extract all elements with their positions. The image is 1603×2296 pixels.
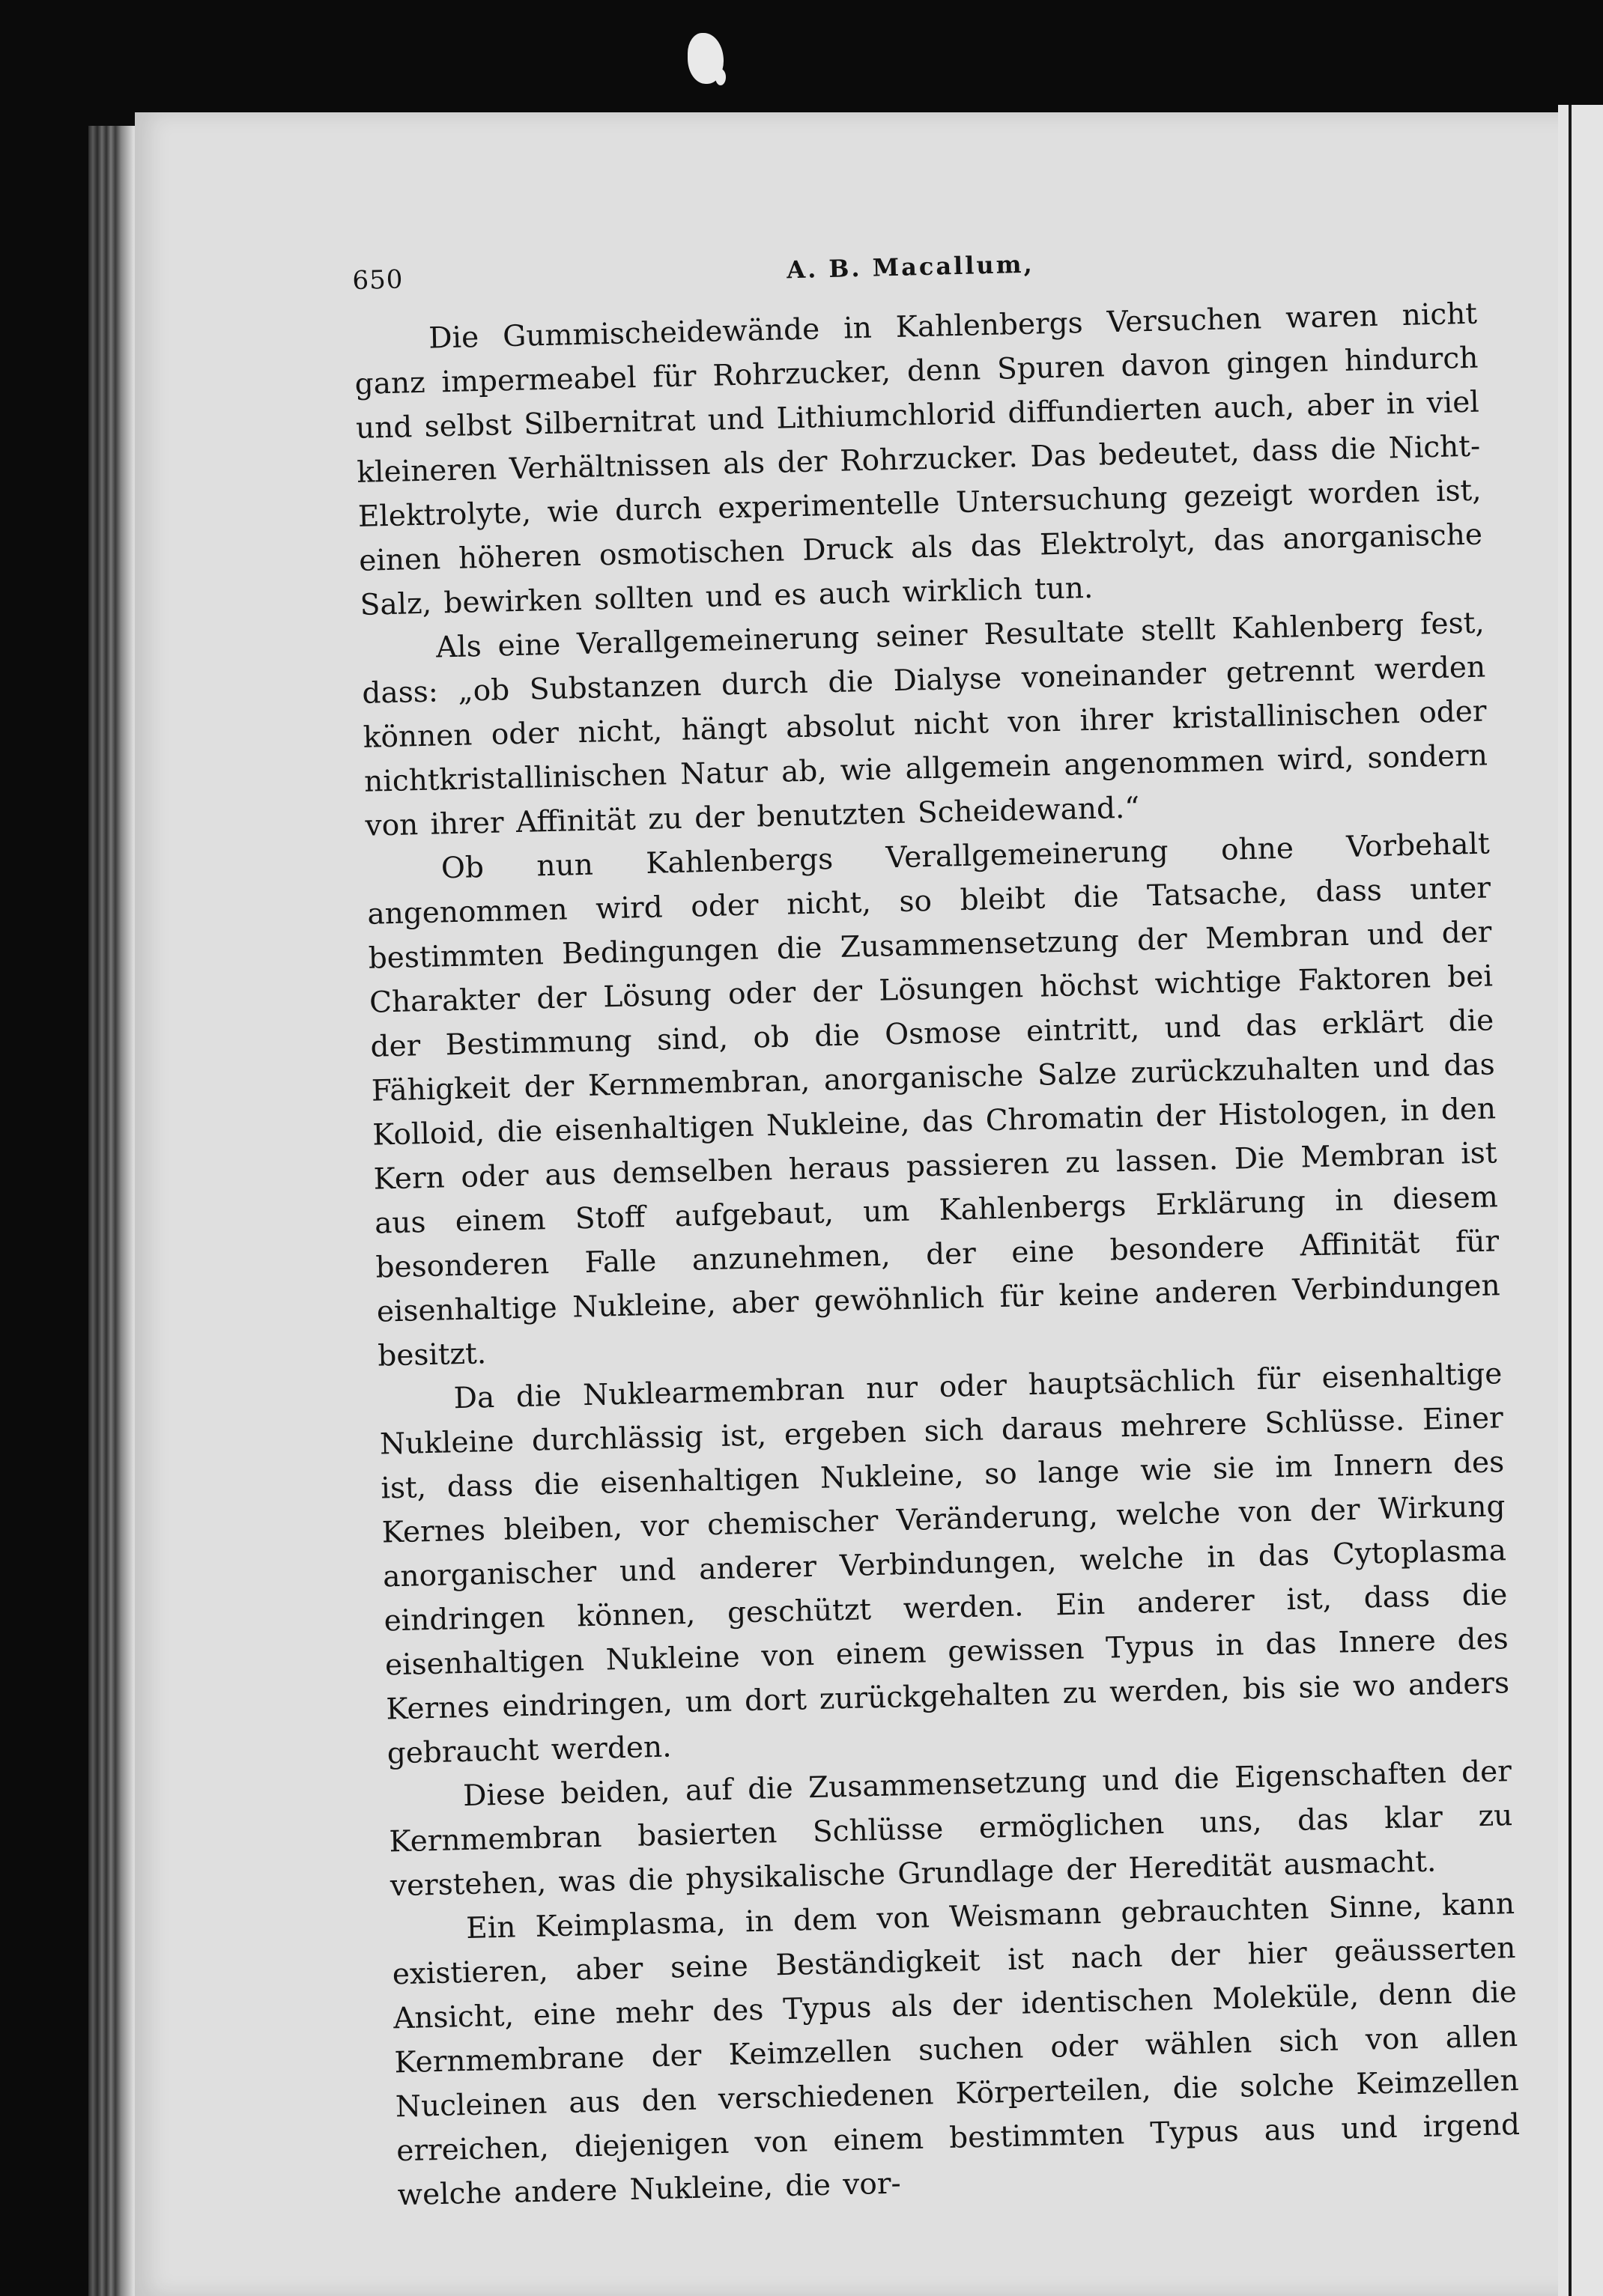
paper-tear-mark-small [715, 69, 726, 85]
paragraph-4: Da die Nuklearmembran nur oder hauptsächlich für eisenhaltige Nukleine durchlässig ist, ergeben sich daraus mehrere Schlüsse. Einer ist, dass die eisenhaltigen Nukleine, so lange wie sie im Innern des Kernes bleiben, vor chemischer Veränderung, welche von der Wirkung anorganischer und anderer Verbindungen, welche in das Cytoplasma eindringen können, geschützt werden. Ein anderer ist, dass die eisenhaltigen Nukleine von einem gewissen Typus in das Innere des Kernes eindringen, um dort zurückgehalten zu werden, bis sie wo anders gebraucht werden. [379, 1357, 1510, 1771]
page-number: 650 [352, 264, 404, 296]
paragraph-3: Ob nun Kahlenbergs Verallgemeinerung ohne Vorbehalt angenommen wird oder nicht, so bleibt die Tatsache, dass unter bestimmten Bedingungen die Zusammensetzung der Membran und der Charakter der Lösung oder der Lösungen höchst wichtige Faktoren bei der Bestimmung sind, ob die Osmose eintritt, und das erklärt die Fähigkeit der Kernmembran, anorganische Salze zurückzuhalten und das Kolloid, die eisenhaltigen Nukleine, das Chromatin der Histologen, in den Kern oder aus demselben heraus passieren zu lassen. Die Membran ist aus einem Stoff aufgebaut, um Kahlenbergs Erklärung in diesem besonderen Falle anzunehmen, der eine besondere Affinität für eisenhaltige Nukleine, aber gewöhnlich für keine anderen Verbindungen besitzt. [366, 827, 1501, 1373]
paragraph-5: Diese beiden, auf die Zusammensetzung und die Eigenschaften der Kernmembran basierten Schlüsse ermöglichen uns, das klar zu verstehen, was die physikalische Grundlage der Heredität ausmacht. [389, 1755, 1513, 1904]
paragraph-6: Ein Keimplasma, in dem von Weismann gebrauchten Sinne, kann existieren, aber seine Beständigkeit ist nach der hier geäusserten Ansicht, eine mehr des Typus als der identischen Moleküle, denn die Kernmembrane der Keimzellen suchen oder wählen sich von allen Nucleinen aus den verschiedenen Körperteilen, die solche Keimzellen erreichen, diejenigen von einem bestimmten Typus aus und irgend welche andere Nukleine, die vor- [392, 1887, 1521, 2213]
text-block [352, 240, 1521, 2218]
running-title: A. B. Macallum, [786, 249, 1035, 285]
paragraph-2: Als eine Verallgemeinerung seiner Resultate stellt Kahlenberg fest, dass: „ob Substanzen durch die Dialyse voneinander getrennt werden können oder nicht, hängt absolut nicht von ihrer kristallinischen oder nichtkristallinischen Natur ab, wie allgemein angenommen wird, sondern von ihrer Affinität zu der benutzten Scheidewand.“ [361, 606, 1488, 843]
paragraph-1: Die Gummischeidewände in Kahlenbergs Versuchen waren nicht ganz impermeabel für Rohrzucker, denn Spuren davon gingen hindurch und selbst Silbernitrat und Lithiumchlorid diffundierten auch, aber in viel kleineren Verhältnissen als der Rohrzucker. Das bedeutet, dass die Nicht-Elektrolyte, wie durch experimentelle Untersuchung gezeigt worden ist, einen höheren osmotischen Druck als das Elektrolyt, das anorganische Salz, bewirken sollten und es auch wirklich tun. [354, 297, 1483, 622]
facing-page-edge [1558, 105, 1603, 2296]
